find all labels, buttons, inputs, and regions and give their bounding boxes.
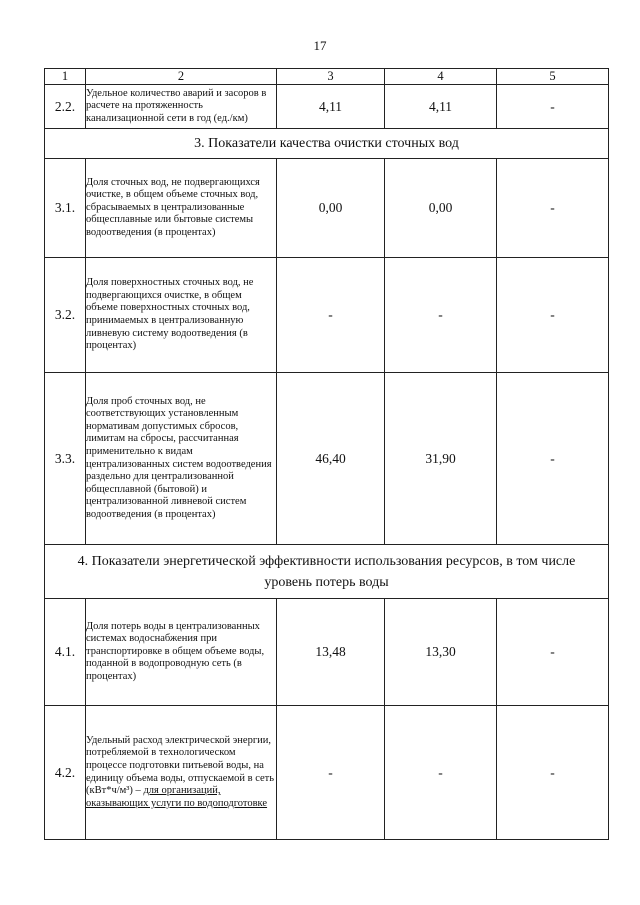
indicators-table bbox=[44, 68, 609, 840]
value-col-4: - bbox=[385, 706, 497, 840]
table-row bbox=[45, 258, 609, 373]
table-row bbox=[45, 706, 609, 840]
header-col-2: 2 bbox=[86, 69, 277, 85]
table-row bbox=[45, 159, 609, 258]
header-col-3: 3 bbox=[277, 69, 385, 85]
row-description-underlined: для организаций, оказывающих услуги по водоподготовке bbox=[86, 785, 268, 809]
header-col-5: 5 bbox=[497, 69, 609, 85]
value-col-5: - bbox=[497, 373, 609, 545]
row-number: 3.2. bbox=[45, 258, 86, 373]
section-heading-row bbox=[45, 129, 609, 159]
row-number: 3.3. bbox=[45, 373, 86, 545]
value-col-3: - bbox=[277, 258, 385, 373]
value-col-4: 4,11 bbox=[385, 85, 497, 129]
row-description-main: Удельный расход электрической энергии, потребляемой в технологическом процессе подготовки питьевой воды, на единицу объема воды, отпускаемой в сеть (кВт*ч/м³) – bbox=[86, 734, 275, 797]
row-description: Доля поверхностных сточных вод, не подвергающихся очистке, в общем объеме поверхностных сточных вод, принимаемых в централизованную ливневую систему водоотведения (в процентах) bbox=[86, 258, 277, 373]
value-col-3: - bbox=[277, 706, 385, 840]
section-4-heading: 4. Показатели энергетической эффективности использования ресурсов, в том числе уровень потерь воды bbox=[45, 545, 609, 599]
row-number: 2.2. bbox=[45, 85, 86, 129]
row-description: Доля проб сточных вод, не соответствующих установленным нормативам допустимых сбросов, лимитам на сбросы, рассчитанная применительно к видам централизованных систем водоотведения раздельно для централизованной общесплавной (бытовой) и централизованной ливневой систем водоотведения (в процентах) bbox=[86, 373, 277, 545]
value-col-5: - bbox=[497, 599, 609, 706]
row-description: Доля потерь воды в централизованных системах водоснабжения при транспортировке в общем объеме воды, поданной в водопроводную сеть (в процентах) bbox=[86, 599, 277, 706]
page-number: 17 bbox=[313, 38, 327, 53]
value-col-5: - bbox=[497, 85, 609, 129]
section-3-heading: 3. Показатели качества очистки сточных вод bbox=[45, 129, 609, 159]
row-number: 3.1. bbox=[45, 159, 86, 258]
section-heading-row bbox=[45, 545, 609, 599]
header-col-1: 1 bbox=[45, 69, 86, 85]
row-number: 4.2. bbox=[45, 706, 86, 840]
table-header-row bbox=[45, 69, 609, 85]
row-number: 4.1. bbox=[45, 599, 86, 706]
value-col-5: - bbox=[497, 258, 609, 373]
table-row bbox=[45, 599, 609, 706]
value-col-5: - bbox=[497, 706, 609, 840]
table-row bbox=[45, 85, 609, 129]
table-row bbox=[45, 373, 609, 545]
value-col-4: 13,30 bbox=[385, 599, 497, 706]
value-col-3: 46,40 bbox=[277, 373, 385, 545]
value-col-3: 4,11 bbox=[277, 85, 385, 129]
row-description bbox=[86, 706, 277, 840]
value-col-4: - bbox=[385, 258, 497, 373]
row-description: Удельное количество аварий и засоров в расчете на протяженность канализационной сети в год (ед./км) bbox=[86, 85, 277, 129]
value-col-5: - bbox=[497, 159, 609, 258]
row-description: Доля сточных вод, не подвергающихся очистке, в общем объеме сточных вод, сбрасываемых в централизованные общесплавные или бытовые системы водоотведения (в процентах) bbox=[86, 159, 277, 258]
value-col-4: 0,00 bbox=[385, 159, 497, 258]
value-col-3: 13,48 bbox=[277, 599, 385, 706]
value-col-3: 0,00 bbox=[277, 159, 385, 258]
header-col-4: 4 bbox=[385, 69, 497, 85]
value-col-4: 31,90 bbox=[385, 373, 497, 545]
